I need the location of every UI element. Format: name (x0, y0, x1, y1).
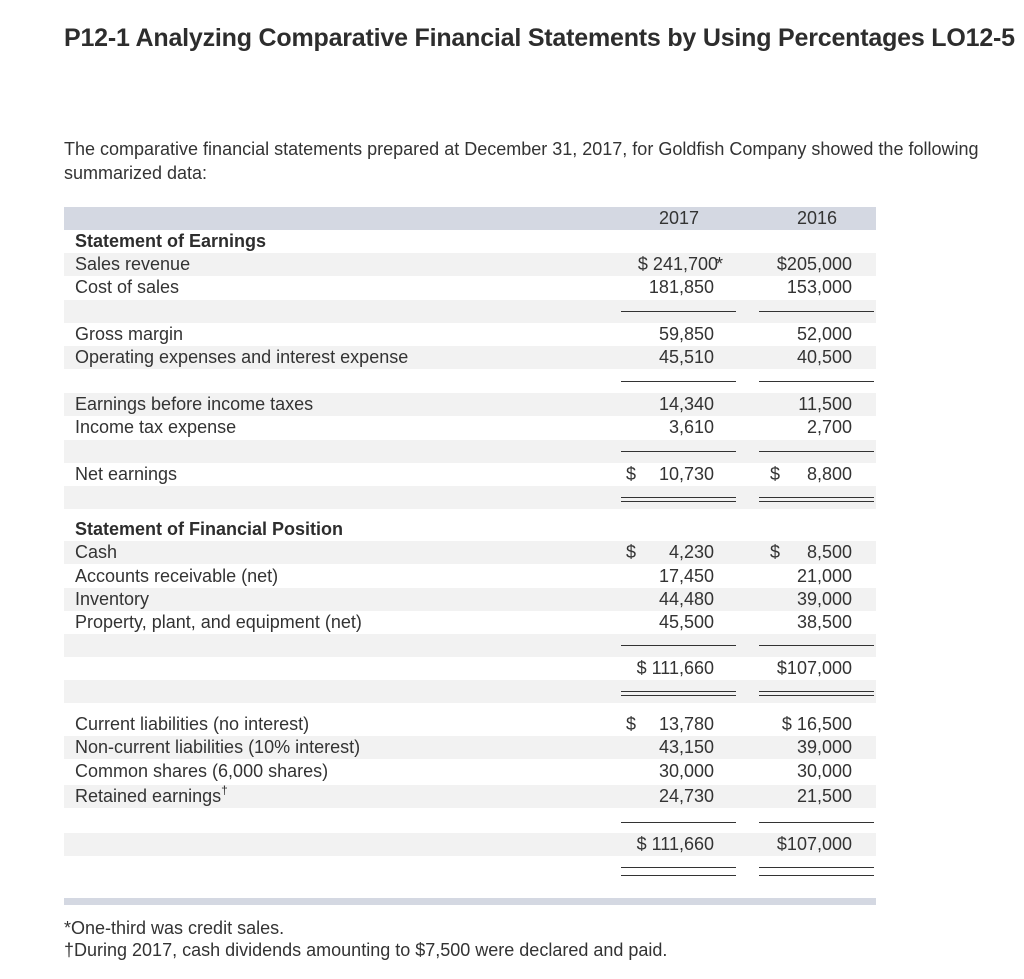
row-label: Sales revenue (75, 254, 191, 274)
underline-2016 (759, 822, 874, 823)
table-row (64, 416, 876, 439)
page-title: P12-1 Analyzing Comparative Financial Statements by Using Percentages LO12-5 (64, 24, 1015, 52)
table-row (64, 393, 876, 416)
row-label: Common shares (6,000 shares) (75, 761, 329, 781)
row-label: Net earnings (75, 464, 178, 484)
value-2016: 2,700 (806, 417, 852, 437)
value-2017: 43,150 (658, 737, 714, 757)
table-row (64, 713, 876, 736)
row-label: Earnings before income taxes (75, 394, 314, 414)
value-2016: 52,000 (796, 324, 852, 344)
value-2017: 24,730 (658, 786, 714, 806)
table-row (64, 588, 876, 611)
value-2017: 59,850 (658, 324, 714, 344)
value-2016: 40,500 (796, 347, 852, 367)
table-row (64, 323, 876, 346)
table-row (64, 346, 876, 369)
underline-2017 (621, 822, 736, 823)
column-header-2016: 2016 (796, 208, 838, 228)
row-label: Inventory (75, 589, 150, 609)
section-heading-row (64, 518, 876, 541)
row-label: Accounts receivable (net) (75, 566, 279, 586)
currency-2016: $ (770, 464, 781, 484)
section-heading-position: Statement of Financial Position (75, 519, 344, 539)
section-heading-earnings: Statement of Earnings (75, 231, 267, 251)
double-underline-2017 (621, 695, 736, 696)
column-header-2017: 2017 (658, 208, 700, 228)
footnote-credit-sales: *One-third was credit sales. (64, 918, 285, 938)
double-underline-2017 (621, 691, 736, 692)
row-label: Cost of sales (75, 277, 180, 297)
double-underline-2016 (759, 497, 874, 498)
table-row (64, 565, 876, 588)
value-2017: 44,480 (658, 589, 714, 609)
value-2016: 38,500 (796, 612, 852, 632)
column-header-row (64, 207, 876, 230)
spacer-row (64, 440, 876, 463)
table-row (64, 541, 876, 564)
retained-earnings-label: Retained earnings (75, 786, 222, 806)
total-assets-2017: $ 111,660 (636, 658, 714, 678)
double-underline-2016 (759, 695, 874, 696)
currency-2017: $ (626, 542, 637, 562)
double-underline-2016 (759, 867, 874, 868)
value-2017: 10,730 (658, 464, 714, 484)
footnote-dividends: †During 2017, cash dividends amounting to $7,500 were declared and paid. (64, 940, 668, 960)
underline-2017 (621, 381, 736, 382)
row-label: Property, plant, and equipment (net) (75, 612, 362, 632)
value-2017: 45,500 (658, 612, 714, 632)
value-2017: 3,610 (668, 417, 714, 437)
spacer-row (64, 680, 876, 703)
row-label: Operating expenses and interest expense (75, 347, 409, 367)
section-heading-row (64, 230, 876, 253)
double-underline-2017 (621, 501, 736, 502)
value-2017: 17,450 (658, 566, 714, 586)
value-2017: 14,340 (658, 394, 714, 414)
value-2016: $ 16,500 (781, 714, 852, 734)
double-underline-2016 (759, 875, 874, 876)
underline-2016 (759, 451, 874, 452)
double-underline-2016 (759, 691, 874, 692)
value-2016: 153,000 (786, 277, 852, 297)
total-le-2017: $ 111,660 (636, 834, 714, 854)
table-row (64, 736, 876, 759)
value-2017: 13,780 (658, 714, 714, 734)
total-assets-2016: $107,000 (776, 658, 852, 678)
spacer-row (64, 486, 876, 509)
table-row (64, 657, 876, 680)
total-le-2016: $107,000 (776, 834, 852, 854)
value-2016: 30,000 (796, 761, 852, 781)
underline-2016 (759, 645, 874, 646)
value-2017: 45,510 (658, 347, 714, 367)
double-underline-2017 (621, 497, 736, 498)
value-2017: 30,000 (658, 761, 714, 781)
row-label: Income tax expense (75, 417, 237, 437)
value-2016: 11,500 (798, 394, 852, 414)
footnote-marker: * (716, 254, 724, 274)
currency-2016: $ (770, 542, 781, 562)
value-2016: 8,800 (806, 464, 852, 484)
currency-2017: $ (626, 714, 637, 734)
underline-2017 (621, 311, 736, 312)
row-label: Gross margin (75, 324, 184, 344)
currency-2017: $ (626, 464, 637, 484)
underline-2016 (759, 381, 874, 382)
value-2017: 181,850 (648, 277, 714, 297)
table-row (64, 611, 876, 634)
value-2016: 39,000 (796, 737, 852, 757)
value-2017: 4,230 (668, 542, 714, 562)
table-row (64, 463, 876, 486)
footnote-marker: † (221, 783, 228, 797)
table-row (64, 253, 876, 276)
row-label: Cash (75, 542, 118, 562)
table-row (64, 785, 876, 808)
table-row (64, 760, 876, 783)
double-underline-2017 (621, 875, 736, 876)
table-row (64, 833, 876, 856)
spacer-row (64, 634, 876, 657)
double-underline-2016 (759, 501, 874, 502)
value-2017: $ 241,700 (637, 254, 718, 274)
row-label: Current liabilities (no interest) (75, 714, 310, 734)
double-underline-2017 (621, 867, 736, 868)
underline-2017 (621, 645, 736, 646)
value-2016: 21,500 (796, 786, 852, 806)
row-label: Non-current liabilities (10% interest) (75, 737, 361, 757)
intro-paragraph: The comparative financial statements prepared at December 31, 2017, for Goldfish Company showed the following summarized data: (64, 139, 979, 183)
table-row (64, 276, 876, 299)
value-2016: $205,000 (776, 254, 852, 274)
value-2016: 21,000 (796, 566, 852, 586)
row-label (75, 783, 228, 807)
value-2016: 39,000 (796, 589, 852, 609)
underline-2016 (759, 311, 874, 312)
table-bottom-bar (64, 898, 876, 905)
spacer-row (64, 300, 876, 323)
underline-2017 (621, 451, 736, 452)
value-2016: 8,500 (806, 542, 852, 562)
